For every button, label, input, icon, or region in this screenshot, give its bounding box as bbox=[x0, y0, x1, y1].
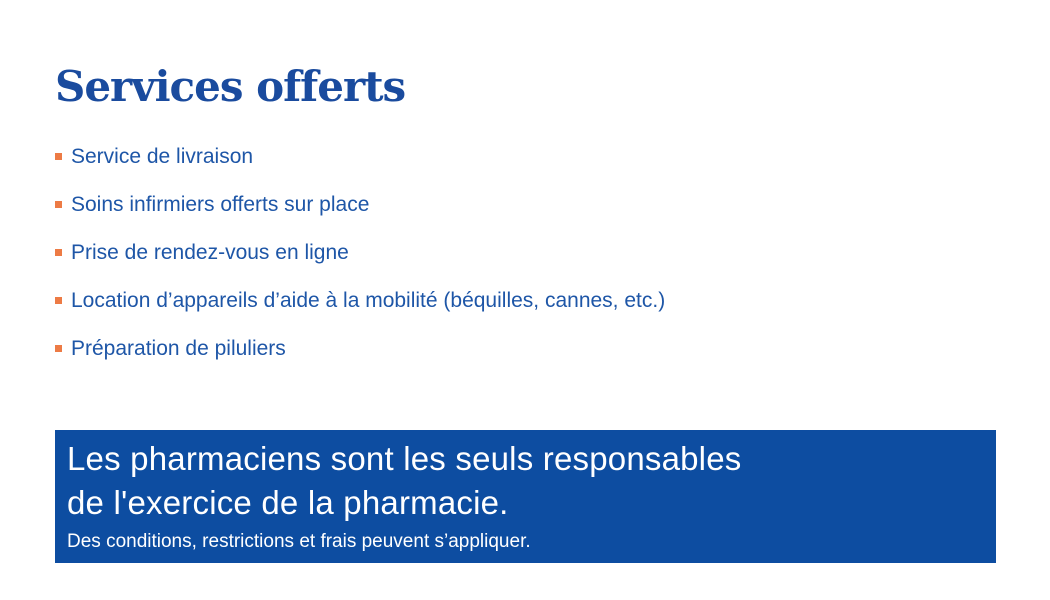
list-item bbox=[55, 242, 665, 264]
list-item bbox=[55, 338, 665, 360]
disclaimer-heading-line1: Les pharmaciens sont les seuls responsables bbox=[67, 440, 742, 477]
service-item-label: Préparation de piluliers bbox=[71, 337, 286, 360]
service-item-label: Location d’appareils d’aide à la mobilité (béquilles, cannes, etc.) bbox=[71, 289, 666, 312]
services-list bbox=[55, 146, 665, 386]
bullet-square-icon bbox=[55, 249, 62, 256]
list-item bbox=[55, 194, 665, 216]
page-title: Services offerts bbox=[55, 62, 406, 111]
disclaimer-subtext: Des conditions, restrictions et frais peuvent s’appliquer. bbox=[67, 531, 531, 552]
service-item-label: Soins infirmiers offerts sur place bbox=[71, 193, 370, 216]
service-item-label: Service de livraison bbox=[71, 145, 254, 168]
disclaimer-heading-line2: de l'exercice de la pharmacie. bbox=[67, 484, 509, 521]
disclaimer-banner bbox=[55, 430, 996, 563]
bullet-square-icon bbox=[55, 297, 62, 304]
bullet-square-icon bbox=[55, 153, 62, 160]
bullet-square-icon bbox=[55, 345, 62, 352]
list-item bbox=[55, 290, 665, 312]
list-item bbox=[55, 146, 665, 168]
bullet-square-icon bbox=[55, 201, 62, 208]
service-item-label: Prise de rendez-vous en ligne bbox=[71, 241, 349, 264]
